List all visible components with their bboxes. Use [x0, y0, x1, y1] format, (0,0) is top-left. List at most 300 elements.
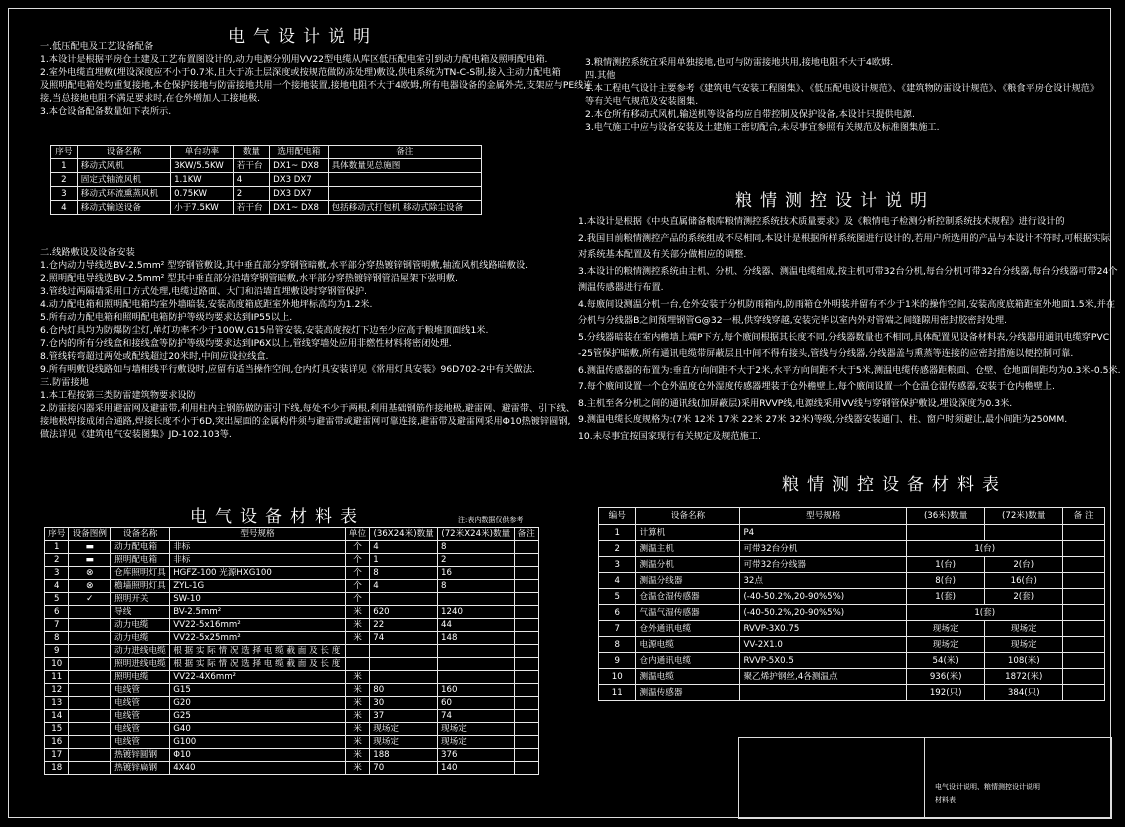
row-number: 5 [599, 589, 636, 605]
model-spec: G25 [170, 710, 346, 723]
equipment-symbol-icon [69, 632, 111, 645]
equipment-name: 热镀锌扁钢 [111, 762, 170, 775]
remark [1063, 637, 1105, 653]
quantity-72m: 384(只) [985, 685, 1063, 701]
electrical-design-title: 电气设计说明 [228, 27, 378, 47]
grain-text-line: -25管保护暗敷,所有通讯电缆带屏蔽层且中间不得有接头,管线与分线器,分线器盖与熏蒸等连接的应密封措施以便控制可靠. [578, 348, 1074, 359]
model-spec: ZYL-1G [170, 580, 346, 593]
table-row [599, 685, 1105, 701]
table-cell: 具体数量见总施图 [328, 159, 481, 173]
equipment-name: 仓温仓湿传感器 [636, 589, 740, 605]
row-number: 11 [599, 685, 636, 701]
column-header: 单台功率 [171, 146, 234, 159]
equipment-name: 动力进线电缆 [111, 645, 170, 658]
equipment-symbol-icon [69, 606, 111, 619]
row-number: 10 [599, 669, 636, 685]
unit: 米 [345, 697, 369, 710]
row-number: 11 [45, 671, 69, 684]
column-header: 设备名称 [636, 508, 740, 525]
quantity-36x24: 8 [370, 567, 438, 580]
model-spec: 非标 [170, 541, 346, 554]
left-text2-line: 做法详见《建筑电气安装图集》JD-102.103等. [40, 429, 232, 440]
table-row [599, 669, 1105, 685]
remark [514, 593, 538, 606]
table-row [599, 573, 1105, 589]
equipment-symbol-icon [69, 671, 111, 684]
equipment-name: 计算机 [636, 525, 740, 541]
grain-text-line: 10.未尽事宜按国家现行有关规定及规范施工. [578, 430, 761, 442]
remark [1063, 525, 1105, 541]
column-header: (36X24米)数量 [370, 528, 438, 541]
remark [514, 645, 538, 658]
quantity-merged: 1(台) [907, 541, 1063, 557]
table-cell: 4 [51, 201, 78, 215]
quantity-72x24 [438, 671, 514, 684]
drawing-name-line2: 材料表 [935, 796, 956, 804]
equipment-name: 热镀锌圆钢 [111, 749, 170, 762]
quantity-36x24: 现场定 [370, 723, 438, 736]
grain-materials-table [598, 507, 1105, 701]
table-cell: 0.75KW [171, 187, 234, 201]
equipment-symbol-icon [69, 619, 111, 632]
table-row [51, 201, 482, 215]
table-row [45, 541, 539, 554]
remark [1063, 685, 1105, 701]
table-cell: 2 [233, 187, 269, 201]
row-number: 2 [599, 541, 636, 557]
table-row [45, 762, 539, 775]
equipment-name: 测温主机 [636, 541, 740, 557]
table-header-row [599, 508, 1105, 525]
quantity-72m: 108(米) [985, 653, 1063, 669]
unit: 米 [345, 723, 369, 736]
equipment-symbol-icon: ⊗ [69, 567, 111, 580]
quantity-72x24: 现场定 [438, 736, 514, 749]
column-header: 设备名称 [77, 146, 170, 159]
electrical-materials-table [44, 527, 539, 775]
equipment-name: 动力电缆 [111, 619, 170, 632]
left-text2-line: 9.所有明敷设线路如与墙相线平行敷设时,应留有适当操作空间,仓内灯具安装详见《常用灯具安装》96D702-2中有关做法. [40, 364, 535, 375]
left-text2-line: 二.线路敷设及设备安装 [40, 247, 135, 258]
unit: 米 [345, 710, 369, 723]
row-number: 15 [45, 723, 69, 736]
quantity-36m: 8(台) [907, 573, 985, 589]
table-cell: 包括移动式打包机 移动式除尘设备 [328, 201, 481, 215]
table-cell: 移动式风机 [77, 159, 170, 173]
quantity-72x24: 现场定 [438, 723, 514, 736]
remark [1063, 621, 1105, 637]
equipment-symbol-icon [69, 645, 111, 658]
grain-text-line: 分机与分线器B之间预埋钢管G@32一根,供穿线穿越,安装完毕以室内外对管端之间缝隙用密封胶密封处理. [578, 315, 1007, 326]
quantity-36m: 现场定 [907, 637, 985, 653]
table-row [45, 671, 539, 684]
column-header: 序号 [45, 528, 69, 541]
row-number: 8 [599, 637, 636, 653]
table-cell: 3KW/5.5KW [171, 159, 234, 173]
row-number: 9 [599, 653, 636, 669]
row-number: 6 [599, 605, 636, 621]
unit: 米 [345, 619, 369, 632]
column-header: 选用配电箱 [270, 146, 329, 159]
row-number: 14 [45, 710, 69, 723]
remark [1063, 669, 1105, 685]
equipment-name: 电线管 [111, 710, 170, 723]
quantity-36x24: 80 [370, 684, 438, 697]
table-row [599, 589, 1105, 605]
quantity-36m: 1(套) [907, 589, 985, 605]
quantity-72x24: 44 [438, 619, 514, 632]
table-row [599, 525, 1105, 541]
right-text-line: 四.其他 [585, 70, 616, 81]
equipment-name: 电线管 [111, 697, 170, 710]
model-spec: HGFZ-100 光源HXG100 [170, 567, 346, 580]
row-number: 18 [45, 762, 69, 775]
quantity-36x24: 现场定 [370, 736, 438, 749]
table-cell [328, 187, 481, 201]
row-number: 5 [45, 593, 69, 606]
table-cell: DX3 DX7 [270, 173, 329, 187]
model-spec: VV-2X1.0 [740, 637, 907, 653]
quantity-36m: 1(台) [907, 557, 985, 573]
table-cell: 4 [233, 173, 269, 187]
low-voltage-section [40, 40, 593, 118]
unit: 米 [345, 671, 369, 684]
remark [514, 684, 538, 697]
row-number: 6 [45, 606, 69, 619]
equipment-name: 仓内通讯电缆 [636, 653, 740, 669]
remark [514, 567, 538, 580]
equipment-name: 测温分机 [636, 557, 740, 573]
column-header: 序号 [51, 146, 78, 159]
quantity-36x24 [370, 645, 438, 658]
column-header: (72米)数量 [985, 508, 1063, 525]
equipment-symbol-icon [69, 762, 111, 775]
model-spec: RVVP-5X0.5 [740, 653, 907, 669]
equipment-name: 动力电缆 [111, 632, 170, 645]
left-text2-line: 4.动力配电箱和照明配电箱均室外墙暗装,安装高度箱底距室外地坪标高均为1.2米. [40, 299, 373, 310]
table-cell: 移动式输送设备 [77, 201, 170, 215]
unit: 米 [345, 749, 369, 762]
equipment-symbol-icon [69, 710, 111, 723]
table-cell: DX1~ DX8 [270, 201, 329, 215]
unit: 个 [345, 580, 369, 593]
column-header: 设备图例 [69, 528, 111, 541]
electrical-materials-title: 电气设备材料表 [190, 507, 365, 527]
remark [1063, 589, 1105, 605]
model-spec: 可带32台分线器 [740, 557, 907, 573]
quantity-72m [985, 525, 1063, 541]
grain-text-line: 9.测温电缆长度规格为:(7米 12米 17米 22米 27米 32米)等级,分线器安装通门、柱、窗户时须避让,最小间距为250MM. [578, 414, 1068, 425]
row-number: 13 [45, 697, 69, 710]
equipment-symbol-icon: ▬ [69, 554, 111, 567]
unit: 米 [345, 632, 369, 645]
table-row [45, 697, 539, 710]
quantity-72x24 [438, 658, 514, 671]
row-number: 7 [45, 619, 69, 632]
model-spec: VV22-5x16mm² [170, 619, 346, 632]
column-header: (36米)数量 [907, 508, 985, 525]
table-cell: DX3 DX7 [270, 187, 329, 201]
equipment-name: 动力配电箱 [111, 541, 170, 554]
model-spec: Φ10 [170, 749, 346, 762]
grain-text-line: 对系统基本配置及有关部分做相应的调整. [578, 249, 747, 260]
table-row [45, 645, 539, 658]
equipment-name: 测温传感器 [636, 685, 740, 701]
table-cell: 若干台 [233, 201, 269, 215]
model-spec: G20 [170, 697, 346, 710]
table-row [599, 653, 1105, 669]
model-spec: G15 [170, 684, 346, 697]
row-number: 1 [599, 525, 636, 541]
row-number: 12 [45, 684, 69, 697]
left-text2-line: 2.防雷接闪器采用避雷网及避雷带,利用柱内主钢筋做防雷引下线,每处不少于两根,利用基础钢筋作接地极,避雷网、避雷带、引下线、 [40, 403, 575, 414]
quantity-36x24: 30 [370, 697, 438, 710]
grain-text-line: 1.本设计是根据《中央直属储备粮库粮情测控系统技术质量要求》及《粮情电子检测分析控制系统技术规程》进行设计的 [578, 216, 1065, 227]
table-cell: 固定式轴流风机 [77, 173, 170, 187]
table-row [45, 580, 539, 593]
table-row [51, 187, 482, 201]
quantity-36m [907, 525, 985, 541]
table-row [599, 637, 1105, 653]
quantity-36m: 54(米) [907, 653, 985, 669]
remark [514, 580, 538, 593]
right-text-line: 2.本仓所有移动式风机,输送机等设备均应自带控制及保护设备,本设计只提供电源. [585, 109, 915, 120]
quantity-72x24: 1240 [438, 606, 514, 619]
quantity-36x24 [370, 593, 438, 606]
unit: 个 [345, 554, 369, 567]
quantity-36x24: 188 [370, 749, 438, 762]
quantity-72x24: 60 [438, 697, 514, 710]
unit: 米 [345, 736, 369, 749]
left-text2-line: 1.本工程按第三类防雷建筑物要求设防 [40, 390, 196, 401]
equipment-name: 照明配电箱 [111, 554, 170, 567]
row-number: 10 [45, 658, 69, 671]
left-text2-line: 1.仓内动力导线选BV-2.5mm² 型穿钢管敷设,其中垂直部分穿钢管暗敷,水平部分穿热镀锌钢管明敷,轴流风机线路暗敷设. [40, 260, 529, 271]
quantity-72m: 现场定 [985, 637, 1063, 653]
row-number: 17 [45, 749, 69, 762]
table-row [45, 736, 539, 749]
remark [514, 606, 538, 619]
drawing-name-line1: 电气设计说明、粮情测控设计说明 [935, 783, 1040, 791]
table-row [45, 632, 539, 645]
equipment-name: 仓库照明灯具 [111, 567, 170, 580]
quantity-72m: 1872(米) [985, 669, 1063, 685]
quantity-72x24: 376 [438, 749, 514, 762]
grain-text-line: 7.每个廒间设置一个仓外温度仓外湿度传感器埋装于仓外檐壁上,每个廒间设置一个仓温仓湿传感器,安装于仓内檐壁上. [578, 381, 1055, 392]
equipment-name: 照明进线电缆 [111, 658, 170, 671]
quantity-36m: 192(只) [907, 685, 985, 701]
equipment-name: 电源电缆 [636, 637, 740, 653]
table-cell: 2 [51, 173, 78, 187]
equipment-symbol-icon [69, 684, 111, 697]
table-row [45, 710, 539, 723]
model-spec: G40 [170, 723, 346, 736]
row-number: 3 [599, 557, 636, 573]
column-header: 型号规格 [740, 508, 907, 525]
column-header: 设备名称 [111, 528, 170, 541]
model-spec [740, 685, 907, 701]
grain-text-line: 8.主机至各分机之间的通讯线(加屏蔽层)采用RVVP线,电源线采用VV线与穿钢管保护敷设,埋设深度为0.3米. [578, 397, 1013, 409]
table-row [51, 159, 482, 173]
equipment-symbol-icon: ⊗ [69, 580, 111, 593]
row-number: 3 [45, 567, 69, 580]
left-text2-line: 接地极焊接成闭合通路,焊接长度不小于6D,突出屋面的金属构件须与避雷带或避雷网可靠连接,避雷带及避雷网采用Φ10热镀锌圆钢, [40, 416, 571, 427]
left-text2-line: 8.管线转弯超过两处或配线超过20米时,中间应设拉线盒. [40, 351, 269, 362]
unit: 米 [345, 606, 369, 619]
model-spec: (-40-50.2%,20-90%5%) [740, 589, 907, 605]
equipment-symbol-icon [69, 749, 111, 762]
remark [1063, 653, 1105, 669]
row-number: 16 [45, 736, 69, 749]
column-header: 单位 [345, 528, 369, 541]
table-note: 注:表内数据仅供参考 [458, 516, 524, 524]
column-header: 备注 [328, 146, 481, 159]
model-spec: 32点 [740, 573, 907, 589]
left-text-line: 接,当总接地电阻不满足要求时,在仓外增加人工接地极. [40, 93, 261, 104]
column-header: 型号规格 [170, 528, 346, 541]
equipment-symbol-icon [69, 658, 111, 671]
model-spec: VV22-4X6mm² [170, 671, 346, 684]
quantity-36x24: 22 [370, 619, 438, 632]
equipment-name: 测温电缆 [636, 669, 740, 685]
quantity-merged: 1(套) [907, 605, 1063, 621]
left-text2-line: 5.所有动力配电箱和照明配电箱防护等级均要求达到IP55以上. [40, 312, 293, 323]
table-cell: 3 [51, 187, 78, 201]
quantity-36x24 [370, 658, 438, 671]
table-header-row [51, 146, 482, 159]
wiring-section [40, 246, 585, 441]
right-text-line: 等有关电气规范及安装图集. [585, 96, 699, 107]
remark [1063, 557, 1105, 573]
remark [514, 554, 538, 567]
table-row [45, 606, 539, 619]
remark [514, 736, 538, 749]
equipment-name: 电线管 [111, 736, 170, 749]
model-spec: 可带32台分机 [740, 541, 907, 557]
row-number: 1 [45, 541, 69, 554]
quantity-36x24: 70 [370, 762, 438, 775]
grain-text-line: 6.测温传感器的布置为:垂直方向间距不大于2米,水平方向间距不大于5米,测温电缆传感器距粮面、仓壁、仓地面间距均为0.3米-0.5米. [578, 364, 1121, 376]
grain-design-section [578, 214, 1121, 445]
quantity-72m: 2(套) [985, 589, 1063, 605]
remark [514, 723, 538, 736]
left-text2-line: 三.防雷接地 [40, 377, 89, 388]
quantity-72x24: 140 [438, 762, 514, 775]
table-row [599, 541, 1105, 557]
quantity-72m: 现场定 [985, 621, 1063, 637]
unit: 个 [345, 541, 369, 554]
table-row [45, 684, 539, 697]
quantity-36x24: 620 [370, 606, 438, 619]
equipment-name: 导线 [111, 606, 170, 619]
table-header-row [45, 528, 539, 541]
quantity-72x24: 160 [438, 684, 514, 697]
row-number: 4 [599, 573, 636, 589]
quantity-36x24: 4 [370, 541, 438, 554]
quantity-36m: 936(米) [907, 669, 985, 685]
model-spec: 聚乙烯护钢丝,4各测温点 [740, 669, 907, 685]
grain-text-line: 测温传感器进行布置. [578, 282, 664, 293]
table-row [45, 749, 539, 762]
table-cell: 1.1KW [171, 173, 234, 187]
other-section [585, 56, 1105, 134]
grain-design-title: 粮情测控设计说明 [735, 191, 935, 211]
table-cell: DX1~ DX8 [270, 159, 329, 173]
column-header: 数量 [233, 146, 269, 159]
equipment-name: 仓外通讯电缆 [636, 621, 740, 637]
table-row [45, 658, 539, 671]
column-header: 备注 [514, 528, 538, 541]
remark [514, 710, 538, 723]
right-text-line: 3.电气施工中应与设备安装及土建施工密切配合,未尽事宜参照有关规范及标准图集施工. [585, 122, 940, 133]
equipment-symbol-icon: ✓ [69, 593, 111, 606]
table-cell: 小于7.5KW [171, 201, 234, 215]
quantity-72m: 2(台) [985, 557, 1063, 573]
model-spec: 根 据 实 际 情 况 选 择 电 缆 截 面 及 长 度 [170, 645, 346, 658]
model-spec: P4 [740, 525, 907, 541]
quantity-72x24 [438, 593, 514, 606]
left-text2-line: 6.仓内灯具均为防爆防尘灯,单灯功率不少于100W,G15吊管安装,安装高度按灯下边至少应高于粮堆顶面线1米. [40, 325, 489, 336]
table-row [45, 593, 539, 606]
table-cell: 1 [51, 159, 78, 173]
table-row [599, 605, 1105, 621]
equipment-name: 檐墙照明灯具 [111, 580, 170, 593]
equipment-name: 照明开关 [111, 593, 170, 606]
grain-text-line: 3.本设计的粮情测控系统由主机、分机、分线器、测温电缆组成,按主机可带32台分机,每台分机可带32台分线器,每台分线器可带24个 [578, 265, 1118, 277]
quantity-36x24: 1 [370, 554, 438, 567]
title-block [738, 737, 1112, 819]
equipment-name: 测温分线器 [636, 573, 740, 589]
table-row [45, 554, 539, 567]
unit [345, 645, 369, 658]
equipment-name: 照明电缆 [111, 671, 170, 684]
left-text-line: 一.低压配电及工艺设备配备 [40, 41, 154, 52]
left-text2-line: 3.管线过两隔墙采用口方式处理,电缆过路面、大门和沿墙直埋敷设时穿钢管保护. [40, 286, 367, 297]
unit: 米 [345, 762, 369, 775]
quantity-36x24: 4 [370, 580, 438, 593]
equipment-name: 气温气湿传感器 [636, 605, 740, 621]
table-cell [328, 173, 481, 187]
model-spec: RVVP-3X0.75 [740, 621, 907, 637]
left-text-line: 1.本设计是根据平房仓土建及工艺布置图设计的,动力电源分别用VV22型电缆从库区低压配电室引到动力配电箱及照明配电箱. [40, 54, 548, 65]
table-row [45, 723, 539, 736]
equipment-symbol-icon [69, 697, 111, 710]
title-block-divider [924, 738, 925, 818]
remark [514, 619, 538, 632]
left-text2-line: 2.照明配电导线选BV-2.5mm² 型其中垂直部分沿墙穿钢管暗敷,水平部分穿热镀锌钢管沿屋架下弦明敷. [40, 273, 458, 284]
quantity-36m: 现场定 [907, 621, 985, 637]
quantity-36x24: 74 [370, 632, 438, 645]
model-spec: G100 [170, 736, 346, 749]
quantity-72x24: 8 [438, 541, 514, 554]
remark [514, 762, 538, 775]
grain-text-line: 2.我国目前粮情测控产品的系统组成不尽相同,本设计是根据所样系统图进行设计的,若用户所选用的产品与本设计不符时,可根据实际 [578, 232, 1111, 244]
left-text2-line: 7.仓内的所有分线盒和接线盒等防护等级均要求达到IP6X以上,管线穿墙处应用非燃性材料将密闭处理. [40, 338, 452, 349]
unit: 米 [345, 684, 369, 697]
left-text-line: 3.本仓设备配备数量如下表所示. [40, 106, 172, 117]
quantity-72m: 16(台) [985, 573, 1063, 589]
quantity-72x24: 16 [438, 567, 514, 580]
quantity-72x24: 74 [438, 710, 514, 723]
row-number: 4 [45, 580, 69, 593]
quantity-36x24: 37 [370, 710, 438, 723]
left-text-line: 2.室外电缆直埋敷(埋设深度应不小于0.7米,且大于冻土层深度或按规范做防冻处理)敷设,供电系统为TN-C-S制,接入主动力配电箱 [40, 67, 561, 78]
table-row [599, 621, 1105, 637]
model-spec: BV-2.5mm² [170, 606, 346, 619]
table-cell: 移动式环流熏蒸风机 [77, 187, 170, 201]
model-spec: VV22-5x25mm² [170, 632, 346, 645]
grain-text-line: 4.每廒间设测温分机一台,仓外安装于分机防雨箱内,防雨箱仓外明装并留有不少于1米的操作空间,安装高度底箱距室外地面1.5米,并在 [578, 298, 1116, 310]
